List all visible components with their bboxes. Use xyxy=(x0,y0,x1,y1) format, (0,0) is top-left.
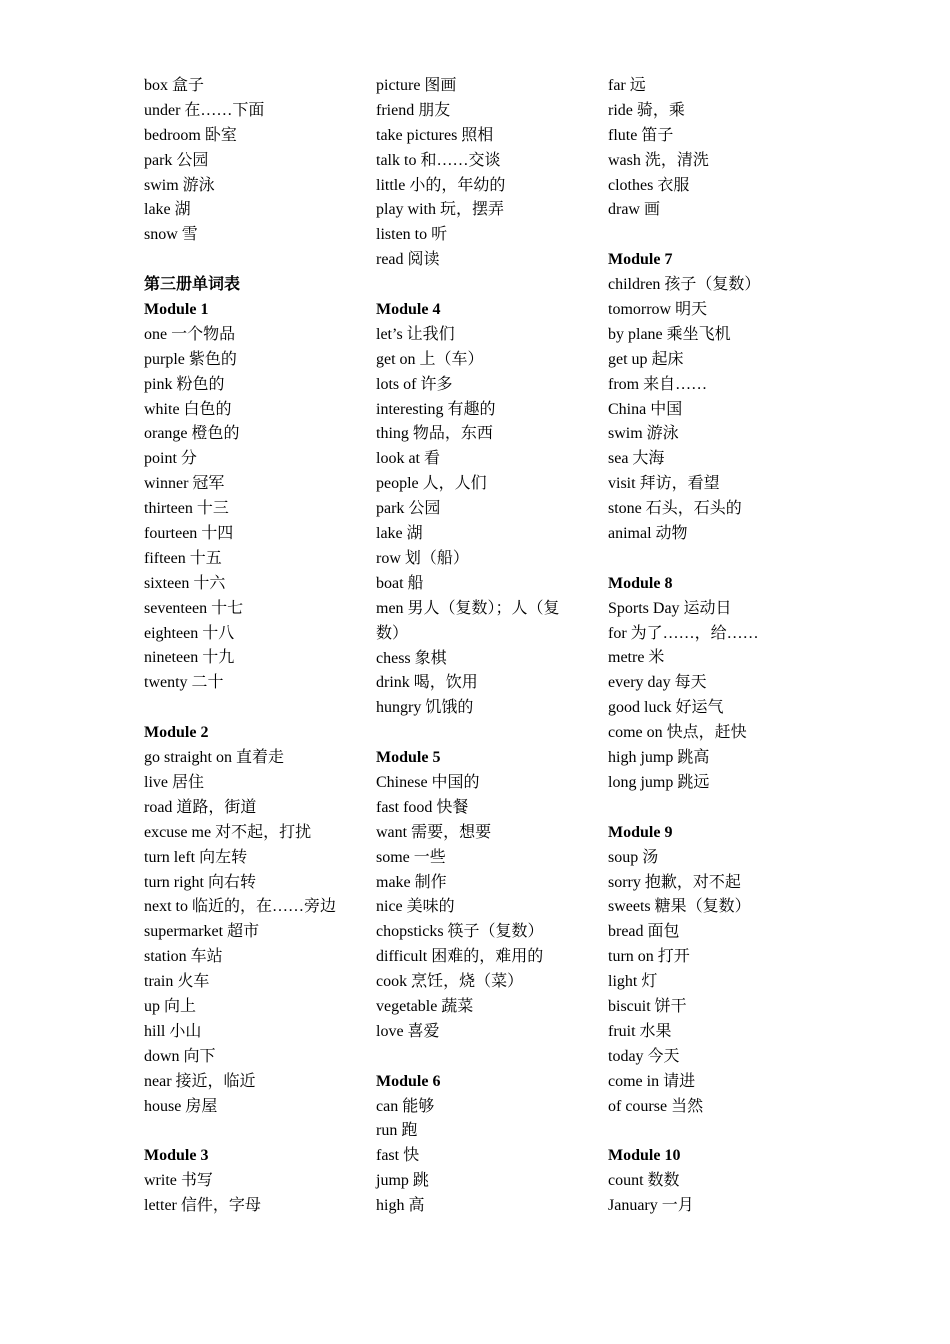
vocab-entry: stone 石头，石头的 xyxy=(608,500,742,518)
vocab-entry: animal 动物 xyxy=(608,525,688,543)
section-heading: Module 4 xyxy=(376,301,441,319)
vocab-entry: eighteen 十八 xyxy=(144,624,235,642)
vocab-entry: bedroom 卧室 xyxy=(144,126,237,144)
section-heading: Module 6 xyxy=(376,1072,441,1090)
vocab-entry: by plane 乘坐飞机 xyxy=(608,325,731,343)
vocab-entry: nineteen 十九 xyxy=(144,649,235,667)
vocab-entry: house 房屋 xyxy=(144,1097,218,1115)
vocab-entry: boat 船 xyxy=(376,574,424,592)
vocab-entry: count 数数 xyxy=(608,1172,680,1190)
vocab-entry: run 跑 xyxy=(376,1122,418,1140)
vocab-entry: take pictures 照相 xyxy=(376,126,494,144)
vocab-entry: let’s 让我们 xyxy=(376,325,455,343)
vocab-column-1 xyxy=(144,74,364,1219)
vocab-entry: ride 骑，乘 xyxy=(608,101,685,119)
vocab-entry: January 一月 xyxy=(608,1197,694,1215)
vocab-entry: of course 当然 xyxy=(608,1097,704,1115)
vocab-entry: long jump 跳远 xyxy=(608,773,710,791)
vocab-entry: picture 图画 xyxy=(376,77,457,94)
vocab-entry: good luck 好运气 xyxy=(608,699,724,717)
vocab-entry: sixteen 十六 xyxy=(144,574,226,592)
vocab-column-3 xyxy=(608,74,828,1219)
vocab-entry: China 中国 xyxy=(608,400,683,418)
vocab-entry: Chinese 中国的 xyxy=(376,773,480,791)
vocab-entry: some 一些 xyxy=(376,848,446,866)
vocab-entry: interesting 有趣的 xyxy=(376,400,496,418)
vocab-entry: draw 画 xyxy=(608,201,660,219)
vocab-entry: nice 美味的 xyxy=(376,898,455,916)
vocab-entry: jump 跳 xyxy=(376,1172,429,1190)
vocab-entry: sorry 抱歉，对不起 xyxy=(608,873,741,891)
vocab-entry: near 接近，临近 xyxy=(144,1072,256,1090)
vocab-entry: get up 起床 xyxy=(608,350,684,368)
spacer xyxy=(376,721,596,746)
vocab-entry: down 向下 xyxy=(144,1047,216,1065)
section-heading: Module 1 xyxy=(144,301,209,319)
vocab-entry: turn right 向右转 xyxy=(144,873,256,891)
vocab-entry: next to 临近的，在……旁边 xyxy=(144,898,336,916)
vocab-entry: box 盒子 xyxy=(144,77,205,94)
vocab-entry: lake 湖 xyxy=(144,201,191,219)
vocab-entry: white 白色的 xyxy=(144,400,232,418)
vocab-entry: clothes 衣服 xyxy=(608,176,690,194)
vocab-entry: road 道路，街道 xyxy=(144,798,257,816)
vocab-entry: lake 湖 xyxy=(376,525,423,543)
vocab-entry: wash 洗，清洗 xyxy=(608,151,709,169)
vocab-entry: metre 米 xyxy=(608,649,665,667)
spacer xyxy=(608,796,828,821)
vocab-entry: park 公园 xyxy=(144,151,209,169)
vocab-entry: make 制作 xyxy=(376,873,447,891)
vocab-entry: come on 快点，赶快 xyxy=(608,724,747,742)
vocab-entry: flute 笛子 xyxy=(608,126,674,144)
vocab-entry: hungry 饥饿的 xyxy=(376,699,474,717)
vocab-entry: for 为了……，给…… xyxy=(608,624,759,642)
vocab-entry: fast food 快餐 xyxy=(376,798,469,816)
vocab-entry: swim 游泳 xyxy=(144,176,215,194)
vocab-entry: fruit 水果 xyxy=(608,1022,672,1040)
vocab-entry: snow 雪 xyxy=(144,226,198,244)
vocab-entry: swim 游泳 xyxy=(608,425,679,443)
vocab-entry: little 小的，年幼的 xyxy=(376,176,506,194)
vocab-entry: live 居住 xyxy=(144,773,204,791)
vocab-entry: every day 每天 xyxy=(608,674,707,692)
vocab-entry: children 孩子（复数） xyxy=(608,276,761,294)
vocab-entry: difficult 困难的，难用的 xyxy=(376,948,544,966)
vocab-entry: lots of 许多 xyxy=(376,375,453,393)
vocab-entry: chess 象棋 xyxy=(376,649,447,667)
vocab-entry: turn on 打开 xyxy=(608,948,690,966)
section-heading: Module 3 xyxy=(144,1147,209,1165)
vocab-entry: men 男人（复数）；人（复数） xyxy=(376,599,560,642)
vocab-entry: pink 粉色的 xyxy=(144,375,225,393)
vocab-entry: thing 物品，东西 xyxy=(376,425,493,443)
vocab-entry: friend 朋友 xyxy=(376,101,451,119)
spacer xyxy=(376,1045,596,1070)
vocab-entry: chopsticks 筷子（复数） xyxy=(376,923,544,941)
section-heading: Module 7 xyxy=(608,251,673,269)
vocab-entry: can 能够 xyxy=(376,1097,435,1115)
vocab-entry: go straight on 直着走 xyxy=(144,749,284,767)
vocab-entry: thirteen 十三 xyxy=(144,500,229,518)
vocab-entry: light 灯 xyxy=(608,973,658,991)
vocab-entry: biscuit 饼干 xyxy=(608,997,687,1015)
vocab-entry: from 来自…… xyxy=(608,375,708,393)
vocab-column-2 xyxy=(376,74,596,1219)
spacer xyxy=(144,248,364,273)
vocab-entry: cook 烹饪，烧（菜） xyxy=(376,973,524,991)
vocab-entry: play with 玩，摆弄 xyxy=(376,201,504,219)
vocab-entry: turn left 向左转 xyxy=(144,848,248,866)
vocab-entry: excuse me 对不起，打扰 xyxy=(144,823,312,841)
vocab-entry: one 一个物品 xyxy=(144,325,236,343)
section-heading: Module 2 xyxy=(144,724,209,742)
vocab-entry: read 阅读 xyxy=(376,251,440,269)
vocab-entry: purple 紫色的 xyxy=(144,350,237,368)
vocab-entry: point 分 xyxy=(144,450,197,468)
vocab-entry: row 划（船） xyxy=(376,549,469,567)
vocab-entry: sea 大海 xyxy=(608,450,665,468)
vocab-entry: listen to 听 xyxy=(376,226,448,244)
vocab-entry: twenty 二十 xyxy=(144,674,224,692)
section-heading: Module 5 xyxy=(376,749,441,767)
vocab-entry: today 今天 xyxy=(608,1047,680,1065)
vocab-entry: fourteen 十四 xyxy=(144,525,234,543)
spacer xyxy=(144,696,364,721)
vocab-entry: up 向上 xyxy=(144,997,197,1015)
spacer xyxy=(608,223,828,248)
vocab-entry: Sports Day 运动日 xyxy=(608,599,732,617)
section-heading: Module 8 xyxy=(608,574,673,592)
vocab-entry: seventeen 十七 xyxy=(144,599,244,617)
vocab-entry: fifteen 十五 xyxy=(144,549,222,567)
vocab-entry: vegetable 蔬菜 xyxy=(376,997,474,1015)
vocab-entry: train 火车 xyxy=(144,973,210,991)
section-heading: 第三册单词表 xyxy=(144,276,241,294)
vocab-entry: get on 上（车） xyxy=(376,350,484,368)
spacer xyxy=(376,273,596,298)
section-heading: Module 9 xyxy=(608,823,673,841)
vocab-entry: high 高 xyxy=(376,1197,425,1215)
vocab-entry: love 喜爱 xyxy=(376,1022,440,1040)
vocab-entry: visit 拜访，看望 xyxy=(608,475,720,493)
vocab-entry: orange 橙色的 xyxy=(144,425,240,443)
vocab-entry: people 人，人们 xyxy=(376,475,487,493)
spacer xyxy=(608,547,828,572)
vocab-entry: winner 冠军 xyxy=(144,475,225,493)
vocab-entry: write 书写 xyxy=(144,1172,213,1190)
vocab-entry: talk to 和……交谈 xyxy=(376,151,501,169)
vocab-entry: fast 快 xyxy=(376,1147,420,1165)
section-heading: Module 10 xyxy=(608,1147,681,1165)
vocab-entry: station 车站 xyxy=(144,948,223,966)
vocab-entry: bread 面包 xyxy=(608,923,680,941)
spacer xyxy=(144,1119,364,1144)
vocab-entry: want 需要，想要 xyxy=(376,823,492,841)
vocab-entry: look at 看 xyxy=(376,450,440,468)
vocab-entry: under 在……下面 xyxy=(144,101,265,119)
vocab-entry: letter 信件，字母 xyxy=(144,1197,261,1215)
vocab-entry: soup 汤 xyxy=(608,848,659,866)
vocab-entry: high jump 跳高 xyxy=(608,749,710,767)
vocab-entry: tomorrow 明天 xyxy=(608,301,708,319)
vocab-entry: hill 小山 xyxy=(144,1022,202,1040)
vocab-entry: far 远 xyxy=(608,77,646,94)
vocab-entry: supermarket 超市 xyxy=(144,923,260,941)
vocab-entry: sweets 糖果（复数） xyxy=(608,898,751,916)
vocab-entry: come in 请进 xyxy=(608,1072,696,1090)
spacer xyxy=(608,1119,828,1144)
vocab-entry: drink 喝，饮用 xyxy=(376,674,478,692)
vocab-entry: park 公园 xyxy=(376,500,441,518)
